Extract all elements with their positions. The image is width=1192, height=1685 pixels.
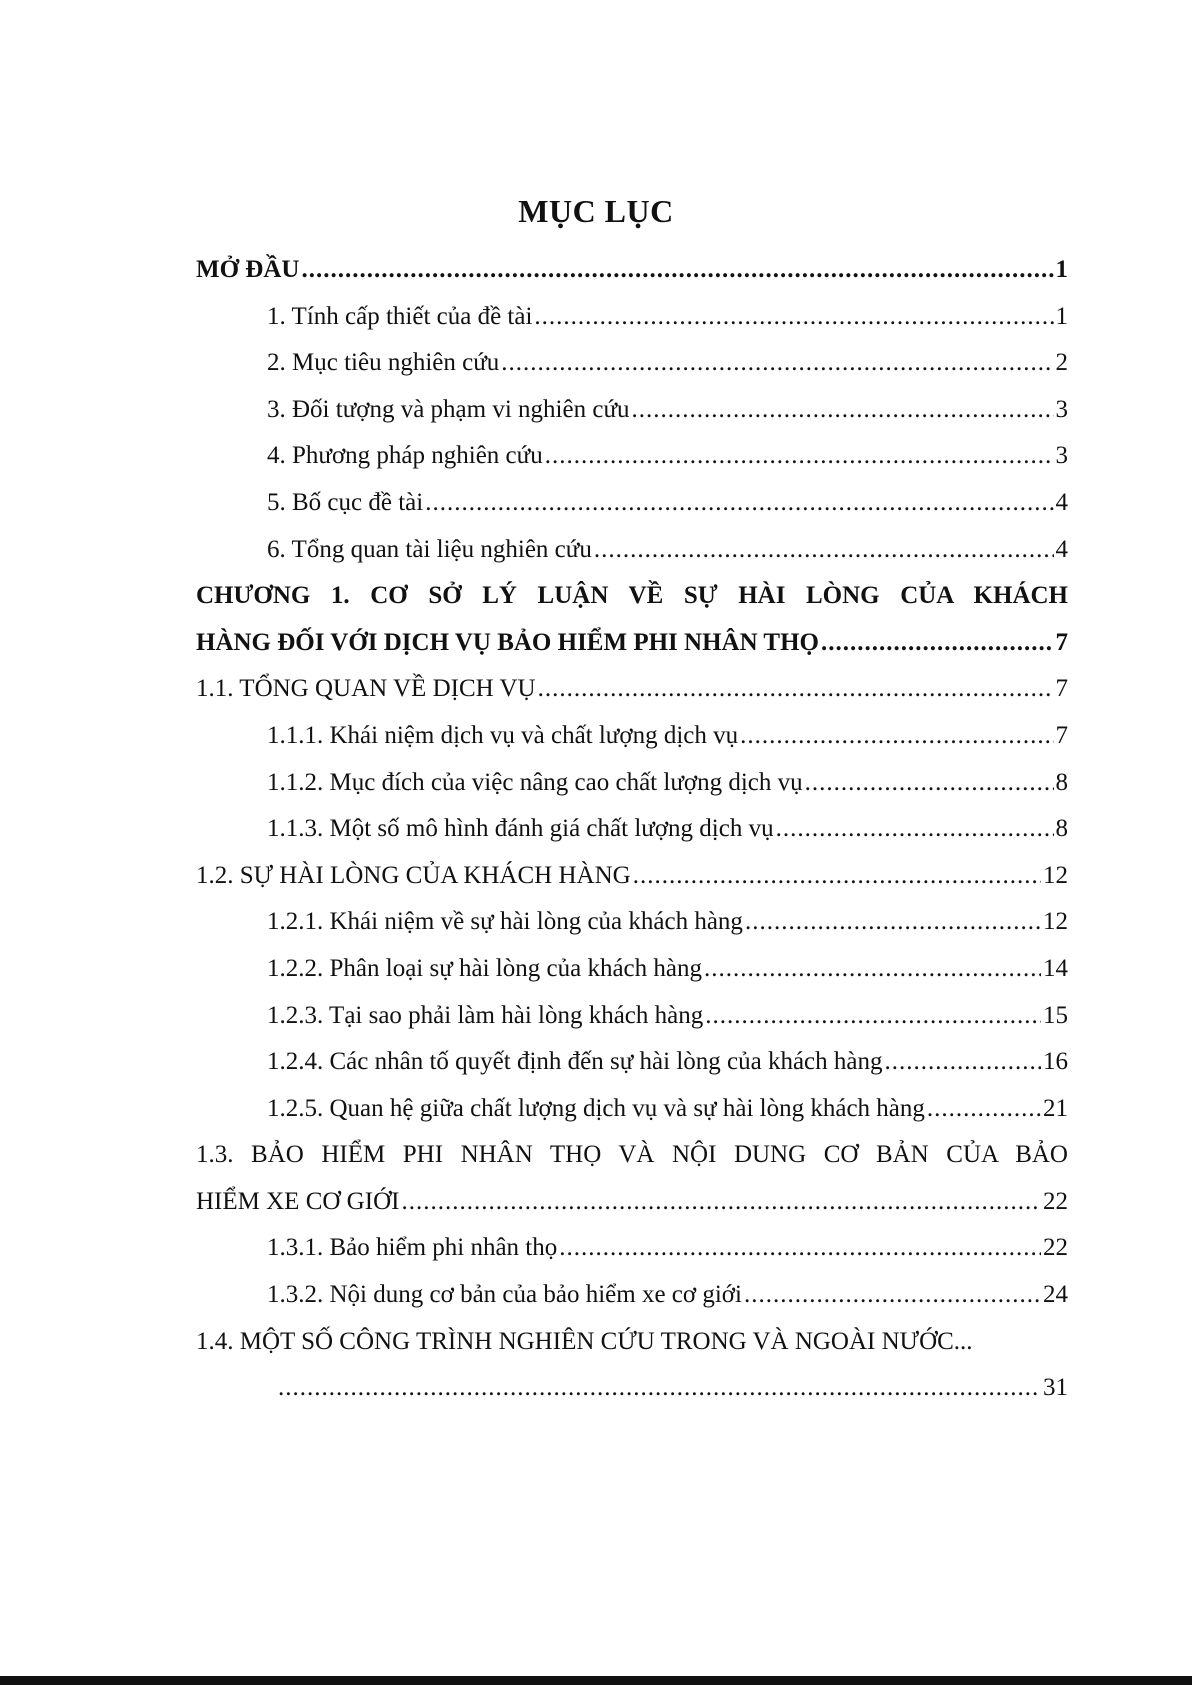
toc-entry-label: 1.1.1. Khái niệm dịch vụ và chất lượng dịch vụ [267, 721, 739, 749]
toc-entry-section-1-2[interactable] [196, 853, 1068, 900]
toc-entry[interactable] [196, 340, 1068, 387]
toc-entry-label: 1.2.2. Phân loại sự hài lòng của khách hàng [267, 954, 702, 982]
toc-page-number: 4 [1055, 535, 1068, 563]
toc-entry[interactable] [196, 294, 1068, 341]
toc-entry-label: 1.3.1. Bảo hiểm phi nhân thọ [267, 1234, 558, 1262]
toc-page-number: 3 [1055, 395, 1068, 423]
toc-page-number: 22 [1043, 1187, 1068, 1215]
toc-page-number: 1 [1055, 256, 1068, 283]
toc-entry[interactable] [196, 1086, 1068, 1133]
toc-entry[interactable] [196, 713, 1068, 760]
toc-entry-label: 1.2.3. Tại sao phải làm hài lòng khách hàng [267, 1001, 704, 1029]
toc-entry-label: 1.1.2. Mục đích của việc nâng cao chất lượng dịch vụ [267, 768, 803, 796]
toc-entry[interactable] [196, 1039, 1068, 1086]
toc-entry[interactable] [196, 1272, 1068, 1319]
toc-page-number: 31 [1043, 1374, 1068, 1402]
toc-entry-label: 1.3.2. Nội dung cơ bản của bảo hiểm xe cơ giới [267, 1281, 742, 1309]
toc-page-number: 12 [1043, 908, 1068, 936]
dot-leader [401, 1179, 1041, 1226]
toc-entry-label: 2. Mục tiêu nghiên cứu [267, 349, 500, 377]
toc-page-number: 1 [1055, 302, 1068, 330]
dot-leader [278, 1365, 1041, 1412]
dot-leader [885, 1039, 1042, 1086]
toc-entry[interactable] [196, 946, 1068, 993]
toc-entry-mo-dau[interactable] [196, 247, 1068, 294]
dot-leader [740, 713, 1053, 760]
dot-leader [301, 247, 1053, 294]
toc-page-number: 7 [1055, 721, 1068, 749]
toc-entry-label: 1.1.3. Một số mô hình đánh giá chất lượng dịch vụ [267, 815, 774, 843]
toc-entry[interactable] [196, 806, 1068, 853]
toc-page-number: 12 [1043, 861, 1068, 889]
toc-entry-label: 5. Bố cục đề tài [267, 488, 424, 516]
page-title: MỤC LỤC [518, 193, 674, 229]
toc-entry-section-1-1[interactable] [196, 666, 1068, 713]
toc-entry-label: 4. Phương pháp nghiên cứu [267, 442, 543, 470]
toc-page-number: 7 [1055, 675, 1068, 703]
toc-page-number: 16 [1043, 1048, 1068, 1076]
dot-leader [704, 946, 1041, 993]
dot-leader [927, 1086, 1041, 1133]
toc-entry-label: 1.2.1. Khái niệm về sự hài lòng của khách hàng [267, 908, 743, 936]
bottom-border [0, 1676, 1192, 1685]
toc-entry[interactable] [196, 480, 1068, 527]
toc-entry-label: HÀNG ĐỐI VỚI DỊCH VỤ BẢO HIỂM PHI NHÂN THỌ [196, 628, 819, 656]
toc-entry[interactable] [196, 993, 1068, 1040]
dot-leader [705, 993, 1041, 1040]
toc-entry-label: 1. Tính cấp thiết của đề tài [267, 302, 533, 330]
dot-leader [776, 806, 1054, 853]
toc-entry-label: 6. Tổng quan tài liệu nghiên cứu [267, 535, 592, 563]
toc-section-1-3-line1[interactable]: 1.3. BẢO HIỂM PHI NHÂN THỌ VÀ NỘI DUNG CƠ BẢN CỦA BẢO [196, 1141, 1068, 1169]
toc-entry-section-1-4[interactable] [196, 1365, 1068, 1412]
toc-entry[interactable] [196, 899, 1068, 946]
dot-leader [821, 620, 1054, 667]
toc-section-1-4-line1[interactable] [196, 1319, 1068, 1366]
toc-page-number: 14 [1043, 954, 1068, 982]
toc-entry-label: MỞ ĐẦU [196, 256, 300, 283]
toc-entry[interactable] [196, 760, 1068, 807]
table-of-contents [196, 247, 1068, 1412]
toc-page-number: 2 [1055, 349, 1068, 377]
dot-leader [545, 433, 1054, 480]
toc-page-number: 8 [1055, 815, 1068, 843]
toc-entry-section-1-3[interactable] [196, 1179, 1068, 1226]
toc-page-number: 24 [1043, 1281, 1068, 1309]
dot-leader [632, 387, 1054, 434]
toc-entry[interactable] [196, 387, 1068, 434]
toc-entry-label: 1.2.4. Các nhân tố quyết định đến sự hài lòng của khách hàng [267, 1048, 883, 1076]
dot-leader [633, 853, 1041, 900]
toc-chapter-heading-line1[interactable]: CHƯƠNG 1. CƠ SỞ LÝ LUẬN VỀ SỰ HÀI LÒNG CỦA KHÁCH [196, 582, 1068, 610]
toc-page-number: 15 [1043, 1001, 1068, 1029]
dot-leader [745, 899, 1041, 946]
toc-entry-label: 1.4. MỘT SỐ CÔNG TRÌNH NGHIÊN CỨU TRONG VÀ NGOÀI NƯỚC... [196, 1327, 973, 1355]
toc-page-number: 22 [1043, 1234, 1068, 1262]
dot-leader [501, 340, 1053, 387]
dot-leader [534, 294, 1053, 341]
toc-page-number: 4 [1055, 488, 1068, 516]
toc-page-number: 21 [1043, 1094, 1068, 1122]
toc-entry-label: 1.2.5. Quan hệ giữa chất lượng dịch vụ và sự hài lòng khách hàng [267, 1094, 925, 1122]
toc-page-number: 7 [1055, 628, 1068, 656]
toc-entry[interactable] [196, 1225, 1068, 1272]
dot-leader [805, 760, 1054, 807]
toc-entry-label: HIỂM XE CƠ GIỚI [196, 1187, 400, 1215]
dot-leader [425, 480, 1053, 527]
dot-leader [744, 1272, 1041, 1319]
toc-page-number: 3 [1055, 442, 1068, 470]
toc-entry[interactable] [196, 433, 1068, 480]
toc-entry-label: 3. Đối tượng và phạm vi nghiên cứu [267, 395, 630, 423]
toc-entry-label: 1.2. SỰ HÀI LÒNG CỦA KHÁCH HÀNG [196, 861, 631, 889]
toc-entry[interactable] [196, 527, 1068, 574]
toc-page-number: 8 [1055, 768, 1068, 796]
toc-entry-label: 1.1. TỔNG QUAN VỀ DỊCH VỤ [196, 675, 536, 703]
dot-leader [594, 527, 1054, 574]
toc-entry-chapter-1[interactable] [196, 620, 1068, 667]
dot-leader [559, 1225, 1041, 1272]
dot-leader [538, 666, 1054, 713]
